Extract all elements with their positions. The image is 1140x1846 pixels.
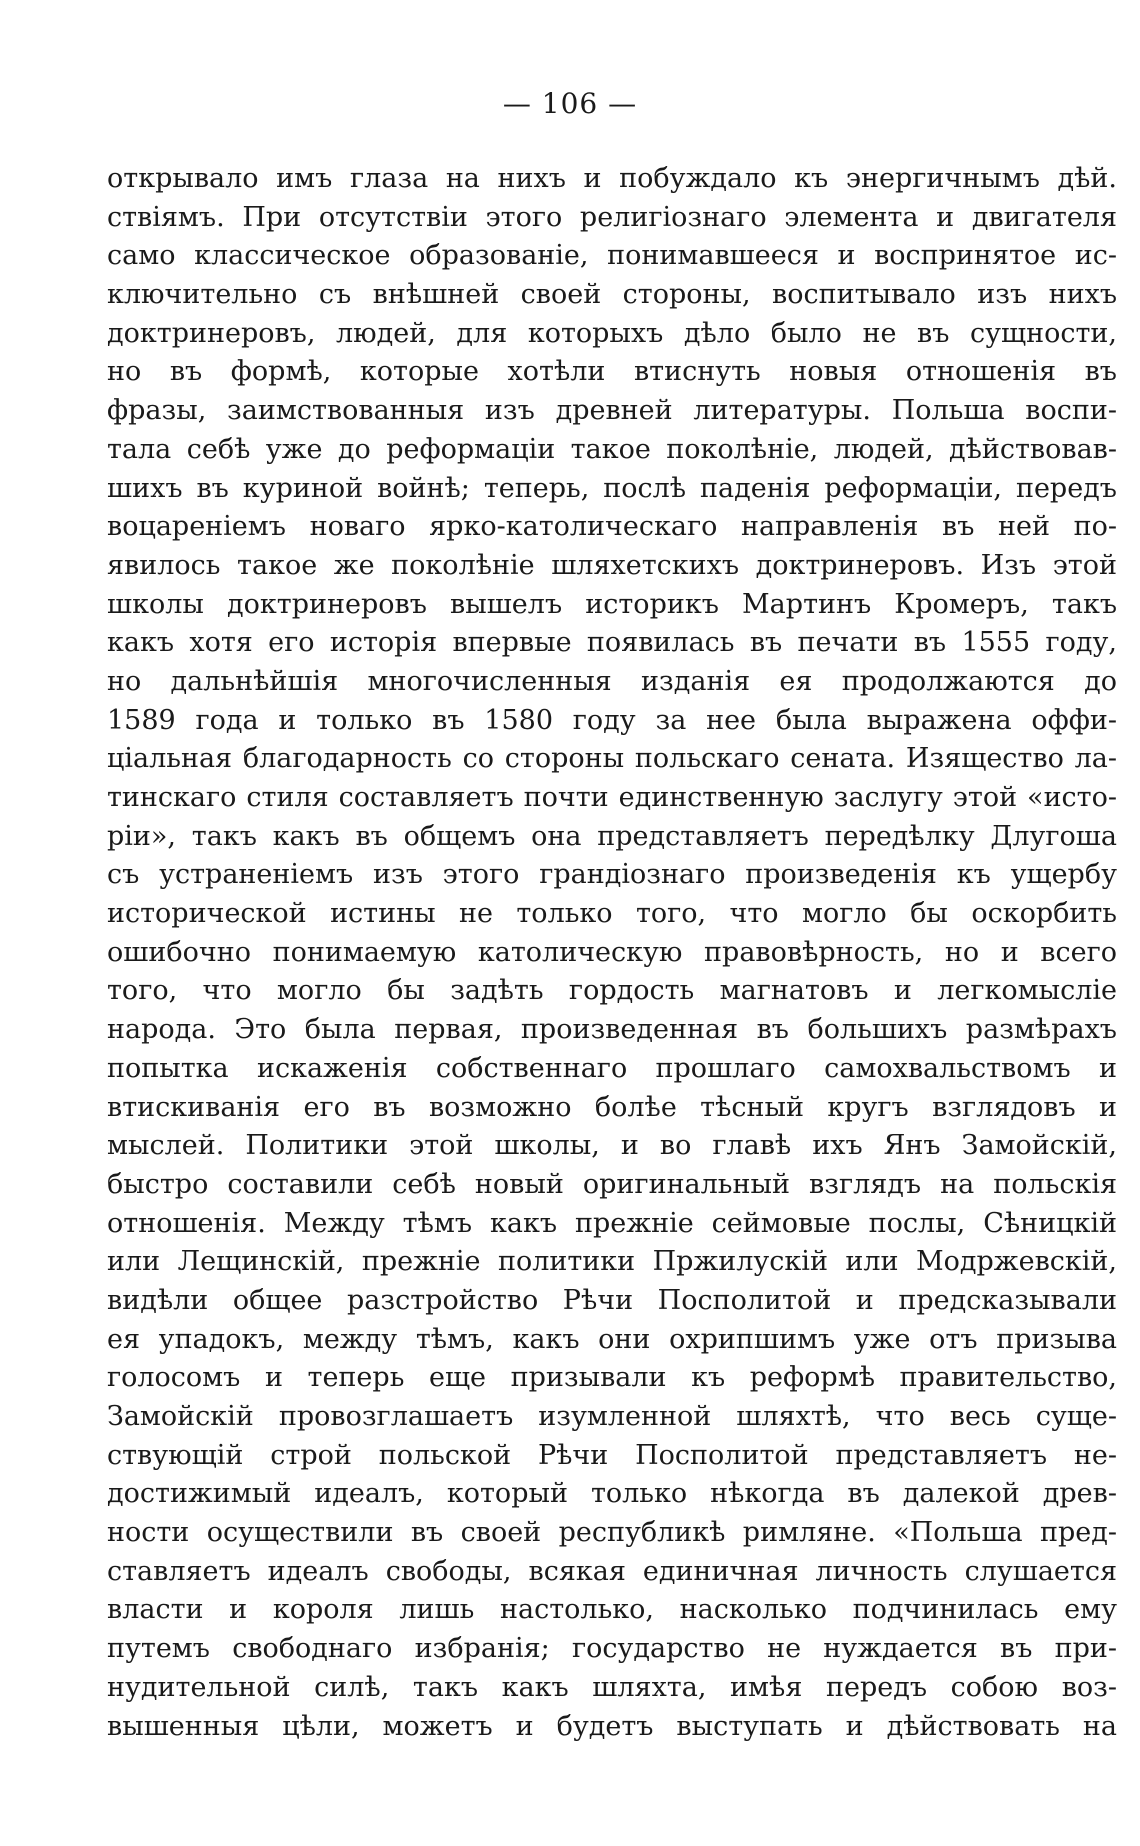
text-line: ствіямъ. При отсутствіи этого религіознаго элемента и двигателя bbox=[107, 201, 1117, 233]
text-line: само классическое образованіе, понимавшееся и воспринятое ис- bbox=[107, 240, 1117, 272]
text-line: явилось такое же поколѣніе шляхетскихъ доктринеровъ. Изъ этой bbox=[107, 549, 1117, 581]
text-line: ея упадокъ, между тѣмъ, какъ они охрипшимъ уже отъ призыва bbox=[107, 1323, 1117, 1355]
text-line: быстро составили себѣ новый оригинальный взглядъ на польскія bbox=[107, 1168, 1117, 1200]
text-line: голосомъ и теперь еще призывали къ реформѣ правительство, bbox=[107, 1362, 1117, 1394]
text-line: того, что могло бы задѣть гордость магнатовъ и легкомысліе bbox=[107, 975, 1117, 1007]
body-text bbox=[107, 160, 1117, 1746]
text-line: отношенія. Между тѣмъ какъ прежніе сеймовые послы, Сѣницкій bbox=[107, 1207, 1117, 1239]
text-line: открывало имъ глаза на нихъ и побуждало къ энергичнымъ дѣй. bbox=[107, 163, 1117, 194]
text-line: видѣли общее разстройство Рѣчи Посполитой и предсказывали bbox=[107, 1284, 1117, 1316]
text-line: ствующій строй польской Рѣчи Посполитой представляетъ не- bbox=[107, 1439, 1117, 1471]
text-line: тала себѣ уже до реформаціи такое поколѣніе, людей, дѣйствовав- bbox=[107, 433, 1117, 465]
text-line: нудительной силѣ, такъ какъ шляхта, имѣя передъ собою воз- bbox=[107, 1671, 1117, 1703]
text-line: тинскаго стиля составляетъ почти единственную заслугу этой «исто- bbox=[107, 782, 1117, 813]
text-line: достижимый идеалъ, который только нѣкогда въ далекой древ- bbox=[107, 1478, 1117, 1510]
text-line: воцареніемъ новаго ярко-католическаго направленія въ ней по- bbox=[107, 511, 1117, 543]
text-line: мыслей. Политики этой школы, и во главѣ ихъ Янъ Замойскій, bbox=[107, 1130, 1117, 1162]
text-line: ріи», такъ какъ въ общемъ она представляетъ передѣлку Длугоша bbox=[107, 820, 1117, 852]
text-line: фразы, заимствованныя изъ древней литературы. Польша воспи- bbox=[107, 395, 1117, 427]
text-line: но въ формѣ, которые хотѣли втиснуть новыя отношенія въ bbox=[107, 356, 1117, 388]
text-line: ошибочно понимаемую католическую правовѣрность, но и всего bbox=[107, 936, 1117, 968]
text-line: или Лещинскій, прежніе политики Пржилускій или Модржевскій, bbox=[107, 1246, 1117, 1278]
text-line: какъ хотя его исторія впервые появилась въ печати въ 1555 году, bbox=[107, 627, 1117, 659]
text-line: ціальная благодарность со стороны польскаго сената. Изящество ла- bbox=[107, 743, 1117, 775]
text-line: власти и короля лишь настолько, насколько подчинилась ему bbox=[107, 1594, 1117, 1626]
text-line: исторической истины не только того, что могло бы оскорбить bbox=[107, 898, 1117, 930]
text-line: доктринеровъ, людей, для которыхъ дѣло было не въ сущности, bbox=[107, 317, 1117, 349]
text-line: попытка искаженія собственнаго прошлаго самохвальствомъ и bbox=[107, 1052, 1117, 1084]
text-line: ключительно съ внѣшней своей стороны, воспитывало изъ нихъ bbox=[107, 279, 1117, 311]
text-line: съ устраненіемъ изъ этого грандіознаго произведенія къ ущербу bbox=[107, 859, 1117, 891]
text-line: путемъ свободнаго избранія; государство не нуждается въ при- bbox=[107, 1633, 1117, 1665]
text-line: ставляетъ идеалъ свободы, всякая единичная личность слушается bbox=[107, 1555, 1117, 1587]
text-line: ности осуществили въ своей республикѣ римляне. «Польша пред- bbox=[107, 1517, 1117, 1549]
text-line: вышенныя цѣли, можетъ и будетъ выступать и дѣйствовать на bbox=[107, 1710, 1117, 1742]
text-line: шихъ въ куриной войнѣ; теперь, послѣ паденія реформаціи, передъ bbox=[107, 472, 1117, 504]
page-number: — 106 — bbox=[502, 87, 638, 120]
text-line: народа. Это была первая, произведенная въ большихъ размѣрахъ bbox=[107, 1014, 1117, 1046]
text-line: школы доктринеровъ вышелъ историкъ Мартинъ Кромеръ, такъ bbox=[107, 588, 1117, 620]
text-line: но дальнѣйшія многочисленныя изданія ея продолжаются до bbox=[107, 665, 1117, 697]
text-line: 1589 года и только въ 1580 году за нее была выражена оффи- bbox=[107, 704, 1117, 736]
text-line: Замойскій провозглашаетъ изумленной шляхтѣ, что весь суще- bbox=[107, 1401, 1117, 1432]
text-line: втискиванія его въ возможно болѣе тѣсный кругъ взглядовъ и bbox=[107, 1091, 1117, 1123]
